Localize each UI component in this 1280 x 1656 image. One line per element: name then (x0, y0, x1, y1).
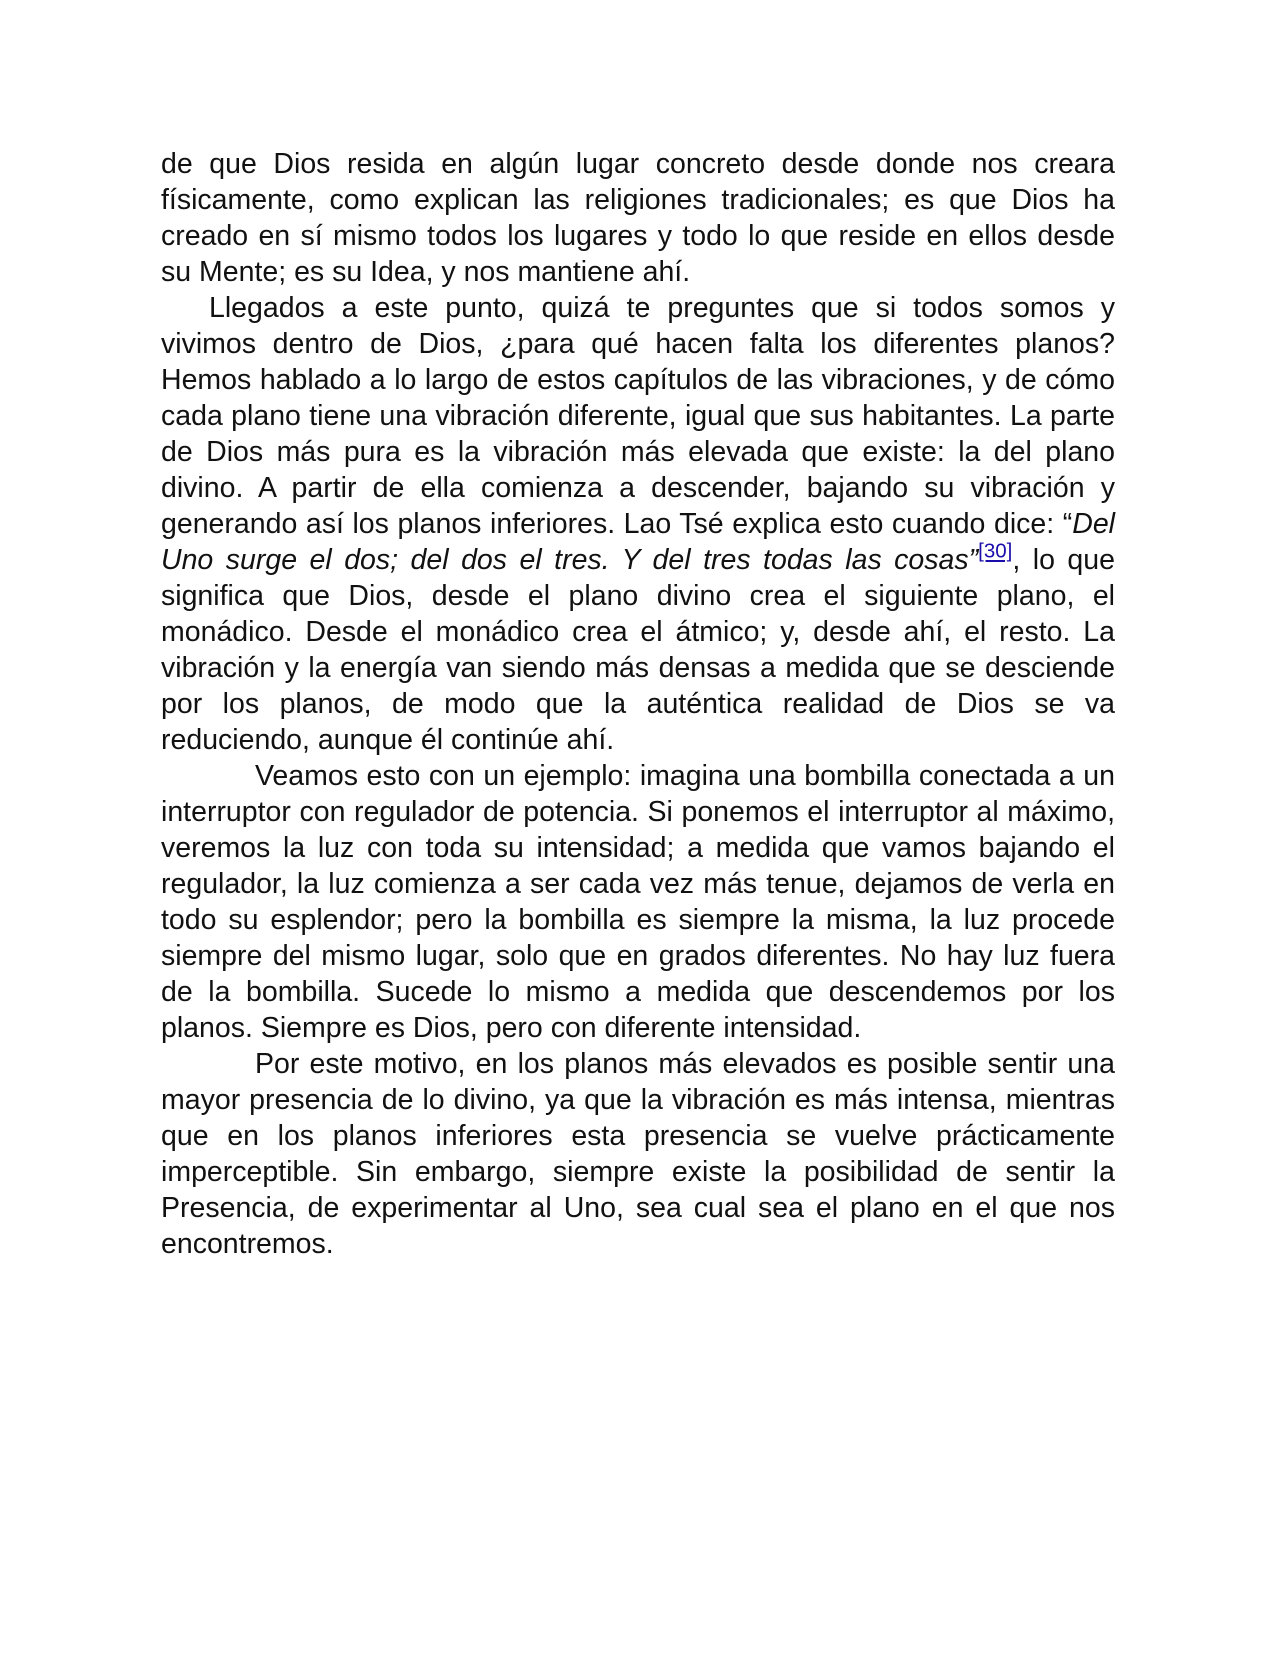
paragraph-2 (161, 290, 1115, 758)
paragraph-2-text-before: Llegados a este punto, quizá te preguntes que si todos somos y vivimos dentro de Dios, ¿para qué hacen falta los diferentes planos? Hemos hablado a lo largo de estos capítulos de las vibraciones, y de cómo cada plano tiene una vibración diferente, igual que sus habitantes. La parte de Dios más pura es la vibración más elevada que existe: la del plano divino. A partir de ella comienza a descender, bajando su vibración y generando así los planos inferiores. Lao Tsé explica esto cuando dice: “ (161, 292, 1115, 540)
footnote-link-30[interactable]: [30] (978, 539, 1013, 563)
paragraph-4: Por este motivo, en los planos más elevados es posible sentir una mayor presencia de lo divino, ya que la vibración es más intensa, mientras que en los planos inferiores esta presencia se vuelve prácticamente imperceptible. Sin embargo, siempre existe la posibilidad de sentir la Presencia, de experimentar al Uno, sea cual sea el plano en el que nos encontremos. (161, 1048, 1115, 1260)
paragraph-1: de que Dios resida en algún lugar concreto desde donde nos creara físicamente, como explican las religiones tradicionales; es que Dios ha creado en sí mismo todos los lugares y todo lo que reside en ellos desde su Mente; es su Idea, y nos mantiene ahí. (161, 148, 1115, 288)
lao-tse-quote: Del Uno surge el dos; del dos el tres. Y del tres todas las cosas” (161, 508, 1115, 576)
paragraph-2-text-after: , lo que significa que Dios, desde el plano divino crea el siguiente plano, el monádico. Desde el monádico crea el átmico; y, desde ahí, el resto. La vibración y la energía van siendo más densas a medida que se desciende por los planos, de modo que la auténtica realidad de Dios se va reduciendo, aunque él continúe ahí. (161, 544, 1115, 756)
document-page (161, 146, 1115, 1262)
paragraph-3: Veamos esto con un ejemplo: imagina una bombilla conectada a un interruptor con regulador de potencia. Si ponemos el interruptor al máximo, veremos la luz con toda su intensidad; a medida que vamos bajando el regulador, la luz comienza a ser cada vez más tenue, dejamos de verla en todo su esplendor; pero la bombilla es siempre la misma, la luz procede siempre del mismo lugar, solo que en grados diferentes. No hay luz fuera de la bombilla. Sucede lo mismo a medida que descendemos por los planos. Siempre es Dios, pero con diferente intensidad. (161, 760, 1115, 1044)
